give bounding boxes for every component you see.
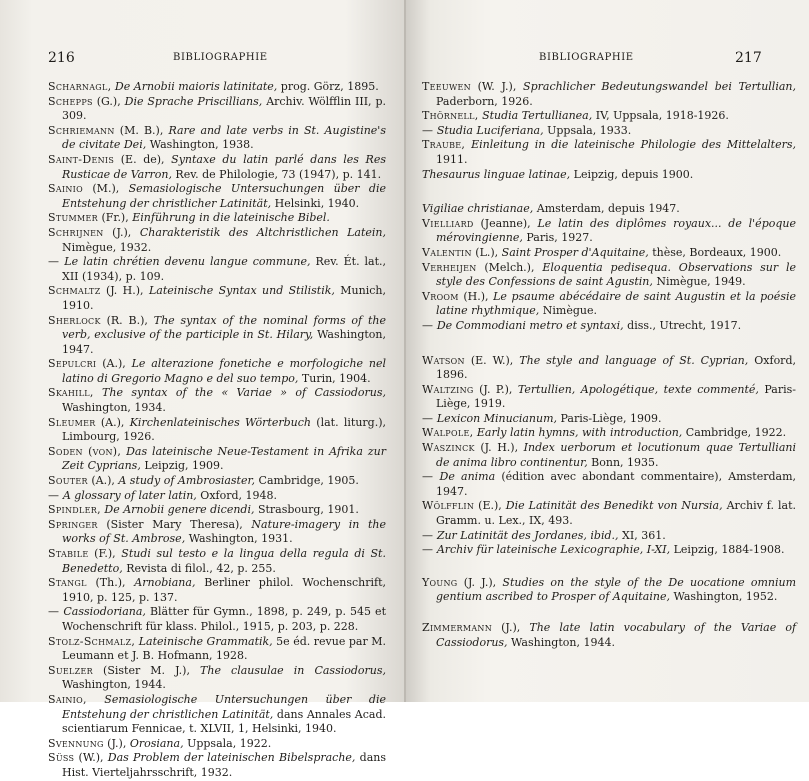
entry-author: Vroom	[422, 289, 459, 303]
entry-publication: Washington, 1947.	[62, 328, 386, 356]
entry-author: —	[422, 528, 434, 542]
entry-initials: (W. J.),	[470, 80, 524, 93]
entry-author: Schrijnen	[48, 225, 104, 239]
entry-initials: (A.),	[95, 415, 130, 429]
entry-author: Walpole,	[422, 426, 474, 440]
entry-publication: Cambridge, 1922.	[682, 426, 787, 440]
entry-publication: Washington, 1938.	[146, 138, 254, 152]
entry-publication: XI, 361.	[618, 528, 666, 542]
entry-initials: (J.),	[103, 225, 140, 239]
entry-initials: (H.),	[458, 289, 494, 303]
entry-initials: (Jeanne),	[473, 216, 538, 230]
page-number: 216	[48, 50, 75, 66]
entry-author: Young	[422, 575, 458, 589]
entry-publication: (lat. liturg.), Limbourg, 1926.	[62, 415, 386, 444]
bibliography-entry	[48, 314, 386, 358]
bibliography-entry	[422, 319, 796, 334]
entry-author: Svennung	[48, 736, 104, 750]
entry-author: —	[422, 543, 434, 557]
bibliography-entry	[422, 124, 796, 139]
entry-title: Le alterazione fonetiche e morfologiche nel latino di Gregorio Magno e del suo tempo,	[62, 357, 387, 385]
entry-title: Das lateinische Neue-Testament in Afrika zur Zeit Cyprians,	[62, 444, 386, 473]
entry-title: A glossary of later latin,	[62, 488, 197, 502]
entry-author: Souter	[48, 474, 88, 488]
entry-publication: Paris-Liège, 1919.	[436, 382, 796, 411]
entry-title: Orosiana,	[129, 736, 184, 750]
entry-publication: Leipzig, 1909.	[140, 459, 224, 473]
bibliography-entry	[48, 153, 386, 182]
entry-publication: dans Annales Acad. scientiarum Fennicae, t. XLVII, 1, Helsinki, 1940.	[62, 707, 386, 736]
entry-publication: Washington, 1952.	[669, 590, 778, 604]
entry-title: Index uerborum et locutionum quae Tertulliani de anima libro continentur,	[436, 441, 796, 469]
entry-title: Zur Latinität des Jordanes, ibid.,	[436, 528, 619, 542]
bibliography-entry	[48, 416, 386, 445]
entry-author: Stangl	[48, 576, 87, 590]
entry-author: Waltzing	[422, 382, 474, 396]
entry-author: Springer	[48, 517, 98, 531]
bibliography-entry	[422, 202, 796, 217]
entry-title: De Arnobii maioris latinitate,	[114, 80, 278, 93]
entry-author: Sherlock	[48, 313, 101, 327]
entry-initials	[87, 693, 105, 706]
entry-publication: 5e éd. revue par M. Leumann et J. B. Hofmann, 1928.	[62, 634, 386, 663]
entry-title: A study of Ambrosiaster,	[118, 474, 256, 488]
entry-author: Suelzer	[48, 663, 93, 677]
bibliography-entry	[48, 503, 386, 518]
entry-author: —	[422, 318, 434, 332]
entry-title: Studies on the style of the De uocatione omnium gentium ascribed to Prosper of Aquitaine,	[436, 575, 796, 604]
entry-publication: Munich, 1910.	[62, 284, 386, 312]
entry-title: Vigiliae christianae,	[422, 202, 534, 216]
entry-author: Waszinck	[422, 441, 475, 455]
entry-publication: Oxford, 1948.	[196, 488, 278, 502]
entry-title: Einführung in die lateinische Bibel.	[132, 211, 330, 225]
entry-author: Stummer	[48, 211, 98, 225]
entry-initials: (J.),	[103, 736, 130, 750]
bibliography-entry	[422, 529, 796, 544]
entry-publication: Nimègue, 1949.	[652, 275, 746, 289]
entry-publication: Archiv f. lat. Gramm. u. Lex., IX, 493.	[436, 499, 796, 528]
entry-title: Le latin chrétien devenu langue commune,	[64, 255, 311, 269]
entry-publication: Paris-Liège, 1909.	[557, 411, 662, 425]
entry-author: Süss	[48, 751, 75, 765]
entry-author: —	[48, 605, 60, 619]
entry-title: De Commodiani metro et syntaxi,	[436, 318, 624, 332]
entry-title: Kirchenlateinisches Wörterbuch	[129, 415, 311, 429]
entry-initials: (J. H.),	[474, 441, 524, 455]
entry-author: Spindler,	[48, 503, 101, 517]
bibliography-entry	[48, 693, 386, 737]
entry-publication: Cambridge, 1905.	[255, 474, 359, 488]
entry-title: Die Latinität des Benedikt von Nursia,	[505, 499, 723, 513]
entry-title: Le latin des diplômes royaux... de l'époque mérovingienne,	[436, 216, 796, 245]
entry-publication: Oxford, 1896.	[436, 353, 796, 382]
entry-initials: (G.),	[92, 94, 125, 108]
entry-initials: (E. W.),	[464, 353, 520, 367]
entry-author: —	[422, 123, 434, 137]
bibliography-entry	[422, 290, 796, 319]
entry-title: Lexicon Minucianum,	[436, 411, 557, 425]
entry-author: —	[422, 411, 434, 425]
entry-author: Valentin	[422, 245, 472, 259]
entry-publication: Washington, 1944.	[62, 678, 166, 692]
bibliography-entry	[48, 547, 386, 576]
entry-title: Le psaume abécédaire de saint Augustin et la poésie latine rhythmique,	[436, 289, 796, 318]
bibliography-list	[422, 80, 796, 650]
entry-title: Arnobiana,	[134, 576, 196, 590]
entry-publication: 1911.	[436, 152, 468, 166]
bibliography-entry	[422, 576, 796, 605]
entry-author: Wölfflin	[422, 499, 475, 513]
bibliography-entry	[422, 109, 796, 124]
bibliography-entry	[48, 124, 386, 153]
entry-initials: (L.),	[471, 245, 502, 259]
bibliography-entry	[48, 605, 386, 634]
bibliography-entry	[422, 168, 796, 183]
running-header: BIBLIOGRAPHIE	[539, 52, 634, 63]
entry-title: Semasiologische Untersuchungen über die Entstehung der christlicher Latinität,	[62, 182, 386, 210]
entry-publication: Leipzig, 1884-1908.	[670, 543, 785, 557]
bibliography-entry	[422, 383, 796, 412]
bibliography-entry	[48, 211, 386, 226]
bibliography-entry	[48, 226, 386, 255]
entry-title: Einleitung in die lateinische Philologie des Mittelalters,	[471, 138, 796, 152]
bibliography-entry	[422, 621, 796, 650]
bibliography-entry	[48, 255, 386, 284]
entry-title: Eloquentia pedisequa. Observations sur le style des Confessions de saint Agustin,	[436, 260, 797, 289]
entry-title: Nature-imagery in the works of St. Ambrose,	[62, 517, 386, 546]
entry-publication: Turin, 1904.	[298, 371, 371, 385]
entry-publication: prog. Görz, 1895.	[277, 80, 379, 93]
entry-title: Thesaurus linguae latinae,	[422, 167, 571, 181]
bibliography-entry	[48, 489, 386, 504]
entry-author: Teeuwen	[422, 80, 471, 93]
entry-publication: Washington, 1934.	[62, 401, 166, 415]
entry-publication: Berliner philol. Wochenschrift, 1910, p. 125, p. 137.	[62, 576, 386, 604]
bibliography-list	[48, 80, 386, 781]
bibliography-entry	[48, 182, 386, 211]
entry-author: —	[48, 488, 60, 502]
entry-title: De anima	[439, 470, 496, 484]
entry-publication: (édition avec abondant commentaire), Amsterdam, 1947.	[436, 470, 796, 498]
page-number: 217	[735, 50, 762, 66]
bibliography-entry	[422, 441, 796, 470]
entry-publication: Paderborn, 1926.	[436, 94, 533, 108]
entry-initials: (Sister Mary Theresa),	[97, 517, 252, 531]
entry-publication: Nimègue, 1932.	[62, 240, 152, 254]
bibliography-entry	[48, 445, 386, 474]
entry-title: De Arnobii genere dicendi,	[104, 503, 255, 517]
bibliography-entry	[48, 357, 386, 386]
bibliography-entry	[48, 664, 386, 693]
entry-publication: Uppsala, 1922.	[183, 736, 272, 750]
entry-initials: (R. B.),	[100, 313, 154, 327]
entry-title: Studi sul testo e la lingua della regula di St. Benedetto,	[62, 547, 386, 575]
entry-publication: Helsinki, 1940.	[271, 196, 360, 210]
entry-publication: Uppsala, 1933.	[543, 123, 632, 137]
entry-author: Sleumer	[48, 415, 96, 429]
entry-initials: (J. P.),	[473, 382, 518, 396]
entry-initials: (Th.),	[86, 576, 135, 590]
running-header: BIBLIOGRAPHIE	[173, 52, 268, 63]
entry-author: Vielliard	[422, 216, 474, 230]
bibliography-entry	[422, 499, 796, 528]
entry-publication: Washington, 1944.	[507, 635, 615, 649]
entry-publication: Bonn, 1935.	[587, 455, 659, 469]
bibliography-entry	[422, 354, 796, 383]
entry-initials: (A.),	[87, 474, 119, 488]
entry-initials: (M. B.),	[114, 123, 169, 137]
bibliography-entry	[48, 751, 386, 780]
bibliography-entry	[422, 80, 796, 109]
entry-title: The syntax of the « Variae » of Cassiodorus,	[102, 386, 386, 400]
bibliography-entry	[48, 284, 386, 313]
entry-author: Stabile	[48, 547, 89, 560]
entry-title: Rare and late verbs in St. Augistine's de civitate Dei,	[62, 123, 386, 152]
entry-author: Saint-Denis	[48, 152, 115, 166]
entry-title: Syntaxe du latin parlé dans les Res Rusticae de Varron,	[62, 152, 386, 181]
entry-title: Studia Tertullianea,	[482, 109, 593, 123]
entry-initials: (Fr.),	[97, 211, 133, 225]
bibliography-entry	[422, 426, 796, 441]
entry-initials: (A.),	[96, 357, 132, 371]
entry-initials: (E. de),	[114, 152, 172, 166]
entry-author: Sainio,	[48, 692, 87, 706]
entry-publication: diss., Utrecht, 1917.	[623, 318, 742, 332]
entry-author: Schmaltz	[48, 284, 101, 298]
bibliography-entry	[48, 80, 386, 95]
entry-title: Studia Luciferiana,	[436, 123, 544, 137]
entry-title: The syntax of the nominal forms of the verb, exclusive of the participle in St. Hilary,	[62, 313, 386, 342]
entry-publication: Washington, 1931.	[185, 532, 293, 546]
entry-publication: IV, Uppsala, 1918-1926.	[592, 109, 729, 123]
entry-initials: (M.),	[83, 182, 129, 196]
entry-title: Semasiologische Untersuchungen über die Entstehung der christlichen Latinität,	[62, 692, 386, 721]
entry-initials: (J. J.),	[457, 575, 503, 589]
entry-author: Sepulcri	[48, 357, 97, 371]
entry-publication: Rev. de Philologie, 73 (1947), p. 141.	[171, 167, 382, 181]
entry-initials: (Sister M. J.),	[92, 663, 201, 677]
entry-initials: (J.),	[492, 621, 530, 634]
bibliography-entry	[422, 138, 796, 167]
entry-author: Sainio	[48, 182, 83, 196]
entry-title: Das Problem der lateinischen Bibelsprache,	[107, 751, 356, 765]
entry-author: Verheijen	[422, 260, 477, 274]
bibliography-entry	[422, 470, 796, 499]
bibliography-entry	[48, 386, 386, 415]
entry-publication: dans Hist. Vierteljahrsschrift, 1932.	[62, 751, 387, 779]
entry-title: Sprachlicher Bedeutungswandel bei Tertullian,	[523, 80, 796, 93]
entry-title: The clausulae in Cassiodorus,	[200, 663, 387, 677]
entry-publication: thèse, Bordeaux, 1900.	[648, 245, 782, 259]
entry-author: Thörnell,	[422, 109, 479, 123]
entry-author: Watson	[422, 353, 465, 367]
bibliography-entry	[48, 635, 386, 664]
entry-author: Traube,	[422, 138, 466, 152]
entry-initials: (Melch.),	[476, 260, 543, 274]
entry-title: Charakteristik des Altchristlichen Latein,	[139, 225, 387, 239]
bibliography-entry	[422, 246, 796, 261]
bibliography-entry	[48, 576, 386, 605]
entry-author: —	[48, 255, 60, 269]
entry-title: Saint Prosper d'Aquitaine,	[501, 245, 649, 259]
entry-author: Zimmermann	[422, 621, 493, 634]
entry-initials: (F.),	[88, 547, 122, 560]
entry-publication: Blätter für Gymn., 1898, p. 249, p. 545 et Wochenschrift für klass. Philol., 1915, p. 203, p. 228.	[62, 605, 386, 633]
entry-publication: Paris, 1927.	[522, 231, 593, 245]
entry-title: Die Sprache Priscillians,	[124, 94, 263, 108]
entry-initials: (J. H.),	[100, 284, 149, 298]
entry-author: Skahill,	[48, 386, 94, 400]
bibliography-entry	[422, 543, 796, 558]
entry-initials	[94, 386, 102, 399]
entry-publication: Strasbourg, 1901.	[254, 503, 359, 517]
bibliography-entry	[48, 95, 386, 124]
entry-title: Cassiodoriana,	[63, 605, 146, 619]
entry-publication: Amsterdam, depuis 1947.	[533, 202, 680, 216]
entry-author: Scharnagl,	[48, 80, 112, 93]
entry-title: Archiv für lateinische Lexicographie, I-XI,	[436, 543, 671, 557]
bibliography-entry	[48, 518, 386, 547]
entry-initials: (W.),	[74, 751, 108, 765]
bibliography-entry	[48, 474, 386, 489]
entry-author: Soden (von),	[48, 444, 122, 458]
entry-author: Schriemann	[48, 123, 115, 137]
entry-publication: Revista di filol., 42, p. 255.	[122, 561, 276, 575]
entry-title: Tertullien, Apologétique, texte commenté,	[517, 382, 759, 396]
bibliography-entry	[422, 217, 796, 246]
bibliography-entry	[48, 737, 386, 752]
entry-publication: Leipzig, depuis 1900.	[570, 167, 694, 181]
entry-title: The late latin vocabulary of the Variae of Cassiodorus,	[436, 621, 797, 649]
right-page	[406, 0, 809, 702]
bibliography-entry	[422, 412, 796, 427]
entry-author: Schepps	[48, 94, 93, 108]
entry-author: Stolz-Schmalz,	[48, 634, 136, 648]
entry-publication: Rev. Ét. lat., XII (1934), p. 109.	[62, 255, 387, 283]
entry-title: Early latin hymns, with introduction,	[476, 426, 683, 440]
bibliography-entry	[422, 261, 796, 290]
entry-initials: (E.),	[474, 499, 506, 513]
entry-publication: Archiv. Wölfflin III, p. 309.	[62, 94, 386, 123]
entry-title: The style and language of St. Cyprian,	[519, 353, 749, 367]
entry-title: Lateinische Grammatik,	[138, 634, 273, 648]
entry-author: —	[422, 470, 434, 484]
entry-title: Lateinische Syntax und Stilistik,	[148, 284, 335, 298]
entry-publication: Nimègue.	[539, 304, 597, 318]
